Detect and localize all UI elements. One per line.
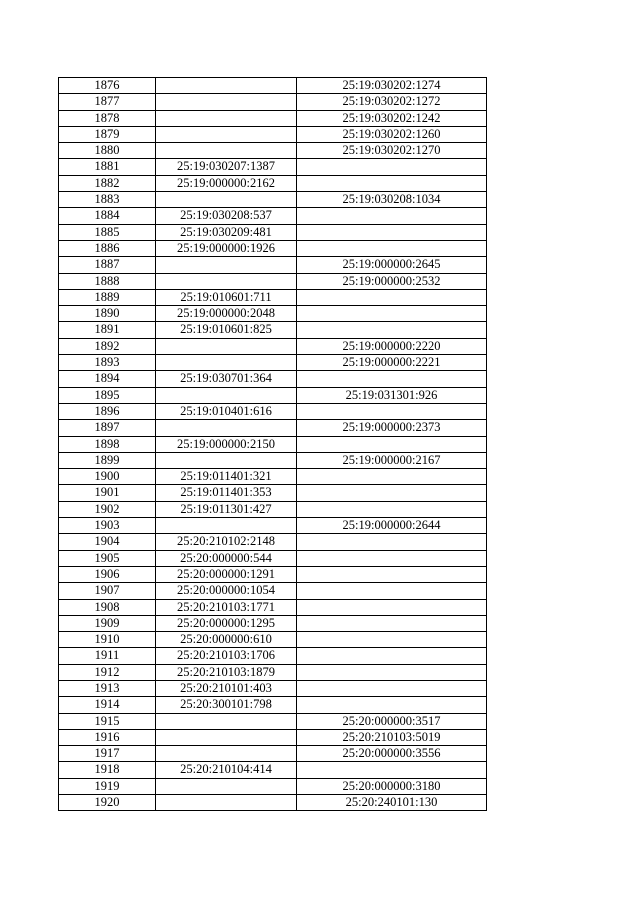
row-number-cell: 1896: [59, 403, 156, 419]
table-row: [59, 697, 487, 713]
row-number-cell: 1877: [59, 94, 156, 110]
cadastral-number-cell-b: 25:19:000000:2373: [297, 420, 487, 436]
row-number-cell: 1903: [59, 518, 156, 534]
cadastral-number-cell-b: [297, 697, 487, 713]
cadastral-number-cell-b: 25:20:000000:3556: [297, 746, 487, 762]
table-row: [59, 208, 487, 224]
cadastral-number-cell-b: [297, 680, 487, 696]
cadastral-number-cell-a: [156, 355, 297, 371]
cadastral-number-cell-a: [156, 273, 297, 289]
cadastral-number-cell-b: 25:19:030208:1034: [297, 192, 487, 208]
cadastral-number-cell-a: 25:20:210103:1879: [156, 664, 297, 680]
cadastral-number-cell-a: [156, 78, 297, 94]
row-number-cell: 1895: [59, 387, 156, 403]
cadastral-number-cell-a: 25:19:000000:2048: [156, 306, 297, 322]
cadastral-number-cell-b: [297, 599, 487, 615]
row-number-cell: 1920: [59, 795, 156, 811]
row-number-cell: 1919: [59, 778, 156, 794]
row-number-cell: 1907: [59, 583, 156, 599]
cadastral-number-cell-a: [156, 729, 297, 745]
cadastral-number-cell-b: [297, 403, 487, 419]
cadastral-number-cell-a: [156, 257, 297, 273]
row-number-cell: 1902: [59, 501, 156, 517]
table-row: [59, 289, 487, 305]
cadastral-number-cell-a: [156, 387, 297, 403]
cadastral-number-cell-b: 25:19:000000:2532: [297, 273, 487, 289]
cadastral-number-cell-b: [297, 436, 487, 452]
cadastral-number-cell-b: [297, 550, 487, 566]
row-number-cell: 1890: [59, 306, 156, 322]
cadastral-number-cell-a: 25:19:011301:427: [156, 501, 297, 517]
cadastral-number-cell-a: 25:20:000000:1291: [156, 566, 297, 582]
table-row: [59, 387, 487, 403]
row-number-cell: 1908: [59, 599, 156, 615]
row-number-cell: 1910: [59, 632, 156, 648]
table-row: [59, 403, 487, 419]
table-row: [59, 126, 487, 142]
row-number-cell: 1904: [59, 534, 156, 550]
cadastral-number-cell-b: 25:19:000000:2645: [297, 257, 487, 273]
table-row: [59, 322, 487, 338]
cadastral-number-cell-a: [156, 795, 297, 811]
cadastral-number-cell-a: 25:19:010601:711: [156, 289, 297, 305]
cadastral-number-cell-a: 25:20:210102:2148: [156, 534, 297, 550]
row-number-cell: 1905: [59, 550, 156, 566]
cadastral-number-cell-a: 25:20:300101:798: [156, 697, 297, 713]
table-row: [59, 583, 487, 599]
cadastral-number-cell-b: [297, 615, 487, 631]
cadastral-number-cell-b: 25:19:000000:2220: [297, 338, 487, 354]
cadastral-number-cell-a: [156, 94, 297, 110]
cadastral-number-cell-a: 25:19:011401:353: [156, 485, 297, 501]
cadastral-number-cell-a: [156, 338, 297, 354]
cadastral-number-cell-b: 25:19:030202:1272: [297, 94, 487, 110]
table-row: [59, 518, 487, 534]
row-number-cell: 1883: [59, 192, 156, 208]
table-row: [59, 371, 487, 387]
row-number-cell: 1901: [59, 485, 156, 501]
row-number-cell: 1878: [59, 110, 156, 126]
cadastral-number-cell-a: 25:19:030209:481: [156, 224, 297, 240]
cadastral-number-cell-b: 25:19:030202:1242: [297, 110, 487, 126]
row-number-cell: 1918: [59, 762, 156, 778]
row-number-cell: 1884: [59, 208, 156, 224]
table-row: [59, 78, 487, 94]
row-number-cell: 1879: [59, 126, 156, 142]
cadastral-number-cell-b: [297, 566, 487, 582]
table-row: [59, 143, 487, 159]
table-row: [59, 110, 487, 126]
cadastral-number-cell-b: 25:19:030202:1274: [297, 78, 487, 94]
table-row: [59, 224, 487, 240]
cadastral-number-cell-a: 25:20:210101:403: [156, 680, 297, 696]
row-number-cell: 1885: [59, 224, 156, 240]
table-row: [59, 795, 487, 811]
cadastral-number-cell-a: 25:20:000000:544: [156, 550, 297, 566]
table-row: [59, 94, 487, 110]
cadastral-number-cell-a: 25:19:030208:537: [156, 208, 297, 224]
table-row: [59, 746, 487, 762]
table-row: [59, 778, 487, 794]
row-number-cell: 1889: [59, 289, 156, 305]
cadastral-number-cell-a: 25:20:210104:414: [156, 762, 297, 778]
row-number-cell: 1900: [59, 469, 156, 485]
table-row: [59, 175, 487, 191]
cadastral-number-cell-b: 25:19:030202:1260: [297, 126, 487, 142]
cadastral-number-cell-a: 25:20:210103:1771: [156, 599, 297, 615]
cadastral-number-table: [58, 77, 487, 811]
row-number-cell: 1892: [59, 338, 156, 354]
cadastral-number-cell-b: 25:20:000000:3180: [297, 778, 487, 794]
cadastral-number-cell-b: [297, 159, 487, 175]
cadastral-number-cell-a: 25:19:030207:1387: [156, 159, 297, 175]
table-row: [59, 550, 487, 566]
cadastral-number-cell-a: [156, 420, 297, 436]
table-row: [59, 648, 487, 664]
cadastral-number-cell-a: 25:20:000000:1054: [156, 583, 297, 599]
cadastral-number-cell-a: 25:19:000000:2150: [156, 436, 297, 452]
cadastral-number-cell-a: [156, 143, 297, 159]
cadastral-number-cell-a: 25:20:210103:1706: [156, 648, 297, 664]
cadastral-number-cell-a: 25:19:011401:321: [156, 469, 297, 485]
row-number-cell: 1881: [59, 159, 156, 175]
row-number-cell: 1880: [59, 143, 156, 159]
row-number-cell: 1894: [59, 371, 156, 387]
cadastral-number-cell-b: 25:19:000000:2221: [297, 355, 487, 371]
table-row: [59, 192, 487, 208]
row-number-cell: 1886: [59, 240, 156, 256]
row-number-cell: 1911: [59, 648, 156, 664]
table-row: [59, 452, 487, 468]
table-row: [59, 599, 487, 615]
row-number-cell: 1882: [59, 175, 156, 191]
row-number-cell: 1906: [59, 566, 156, 582]
cadastral-number-cell-b: [297, 240, 487, 256]
cadastral-number-cell-b: [297, 289, 487, 305]
table-row: [59, 485, 487, 501]
table-row: [59, 273, 487, 289]
cadastral-number-cell-b: [297, 469, 487, 485]
cadastral-number-cell-b: 25:20:210103:5019: [297, 729, 487, 745]
table-row: [59, 566, 487, 582]
table-row: [59, 257, 487, 273]
table-row: [59, 729, 487, 745]
cadastral-number-cell-b: 25:19:030202:1270: [297, 143, 487, 159]
cadastral-number-cell-b: [297, 485, 487, 501]
table-row: [59, 713, 487, 729]
table-body: [59, 78, 487, 811]
cadastral-number-cell-b: [297, 175, 487, 191]
cadastral-number-cell-b: [297, 762, 487, 778]
row-number-cell: 1915: [59, 713, 156, 729]
cadastral-number-cell-b: [297, 648, 487, 664]
cadastral-number-cell-a: 25:19:000000:1926: [156, 240, 297, 256]
cadastral-number-cell-b: [297, 371, 487, 387]
cadastral-number-cell-a: 25:19:010601:825: [156, 322, 297, 338]
cadastral-number-cell-b: 25:20:000000:3517: [297, 713, 487, 729]
row-number-cell: 1914: [59, 697, 156, 713]
table-row: [59, 306, 487, 322]
cadastral-number-cell-b: [297, 664, 487, 680]
row-number-cell: 1913: [59, 680, 156, 696]
cadastral-number-cell-b: [297, 208, 487, 224]
table-row: [59, 762, 487, 778]
cadastral-number-cell-a: [156, 518, 297, 534]
cadastral-number-cell-b: [297, 322, 487, 338]
cadastral-number-cell-a: [156, 452, 297, 468]
cadastral-number-cell-b: 25:20:240101:130: [297, 795, 487, 811]
cadastral-number-cell-a: 25:19:030701:364: [156, 371, 297, 387]
table-row: [59, 501, 487, 517]
row-number-cell: 1893: [59, 355, 156, 371]
cadastral-number-cell-b: 25:19:000000:2167: [297, 452, 487, 468]
table-row: [59, 338, 487, 354]
cadastral-number-cell-b: [297, 501, 487, 517]
cadastral-number-cell-a: [156, 713, 297, 729]
cadastral-number-cell-a: [156, 778, 297, 794]
cadastral-number-cell-b: [297, 583, 487, 599]
cadastral-number-cell-a: [156, 746, 297, 762]
table-row: [59, 615, 487, 631]
row-number-cell: 1888: [59, 273, 156, 289]
cadastral-number-cell-a: 25:19:000000:2162: [156, 175, 297, 191]
table-row: [59, 436, 487, 452]
table-row: [59, 469, 487, 485]
row-number-cell: 1909: [59, 615, 156, 631]
table-row: [59, 664, 487, 680]
row-number-cell: 1876: [59, 78, 156, 94]
table-row: [59, 534, 487, 550]
cadastral-number-cell-b: 25:19:000000:2644: [297, 518, 487, 534]
table-row: [59, 159, 487, 175]
row-number-cell: 1887: [59, 257, 156, 273]
table-row: [59, 420, 487, 436]
table-row: [59, 240, 487, 256]
row-number-cell: 1912: [59, 664, 156, 680]
row-number-cell: 1916: [59, 729, 156, 745]
table-row: [59, 680, 487, 696]
cadastral-number-cell-a: 25:19:010401:616: [156, 403, 297, 419]
row-number-cell: 1891: [59, 322, 156, 338]
cadastral-number-cell-a: [156, 192, 297, 208]
cadastral-number-cell-b: [297, 534, 487, 550]
cadastral-number-cell-b: [297, 632, 487, 648]
row-number-cell: 1897: [59, 420, 156, 436]
row-number-cell: 1899: [59, 452, 156, 468]
row-number-cell: 1898: [59, 436, 156, 452]
cadastral-number-cell-b: [297, 224, 487, 240]
cadastral-number-cell-b: 25:19:031301:926: [297, 387, 487, 403]
table-row: [59, 632, 487, 648]
table-row: [59, 355, 487, 371]
cadastral-number-cell-a: 25:20:000000:1295: [156, 615, 297, 631]
cadastral-number-cell-a: [156, 110, 297, 126]
cadastral-number-cell-a: 25:20:000000:610: [156, 632, 297, 648]
row-number-cell: 1917: [59, 746, 156, 762]
cadastral-number-cell-b: [297, 306, 487, 322]
cadastral-number-cell-a: [156, 126, 297, 142]
